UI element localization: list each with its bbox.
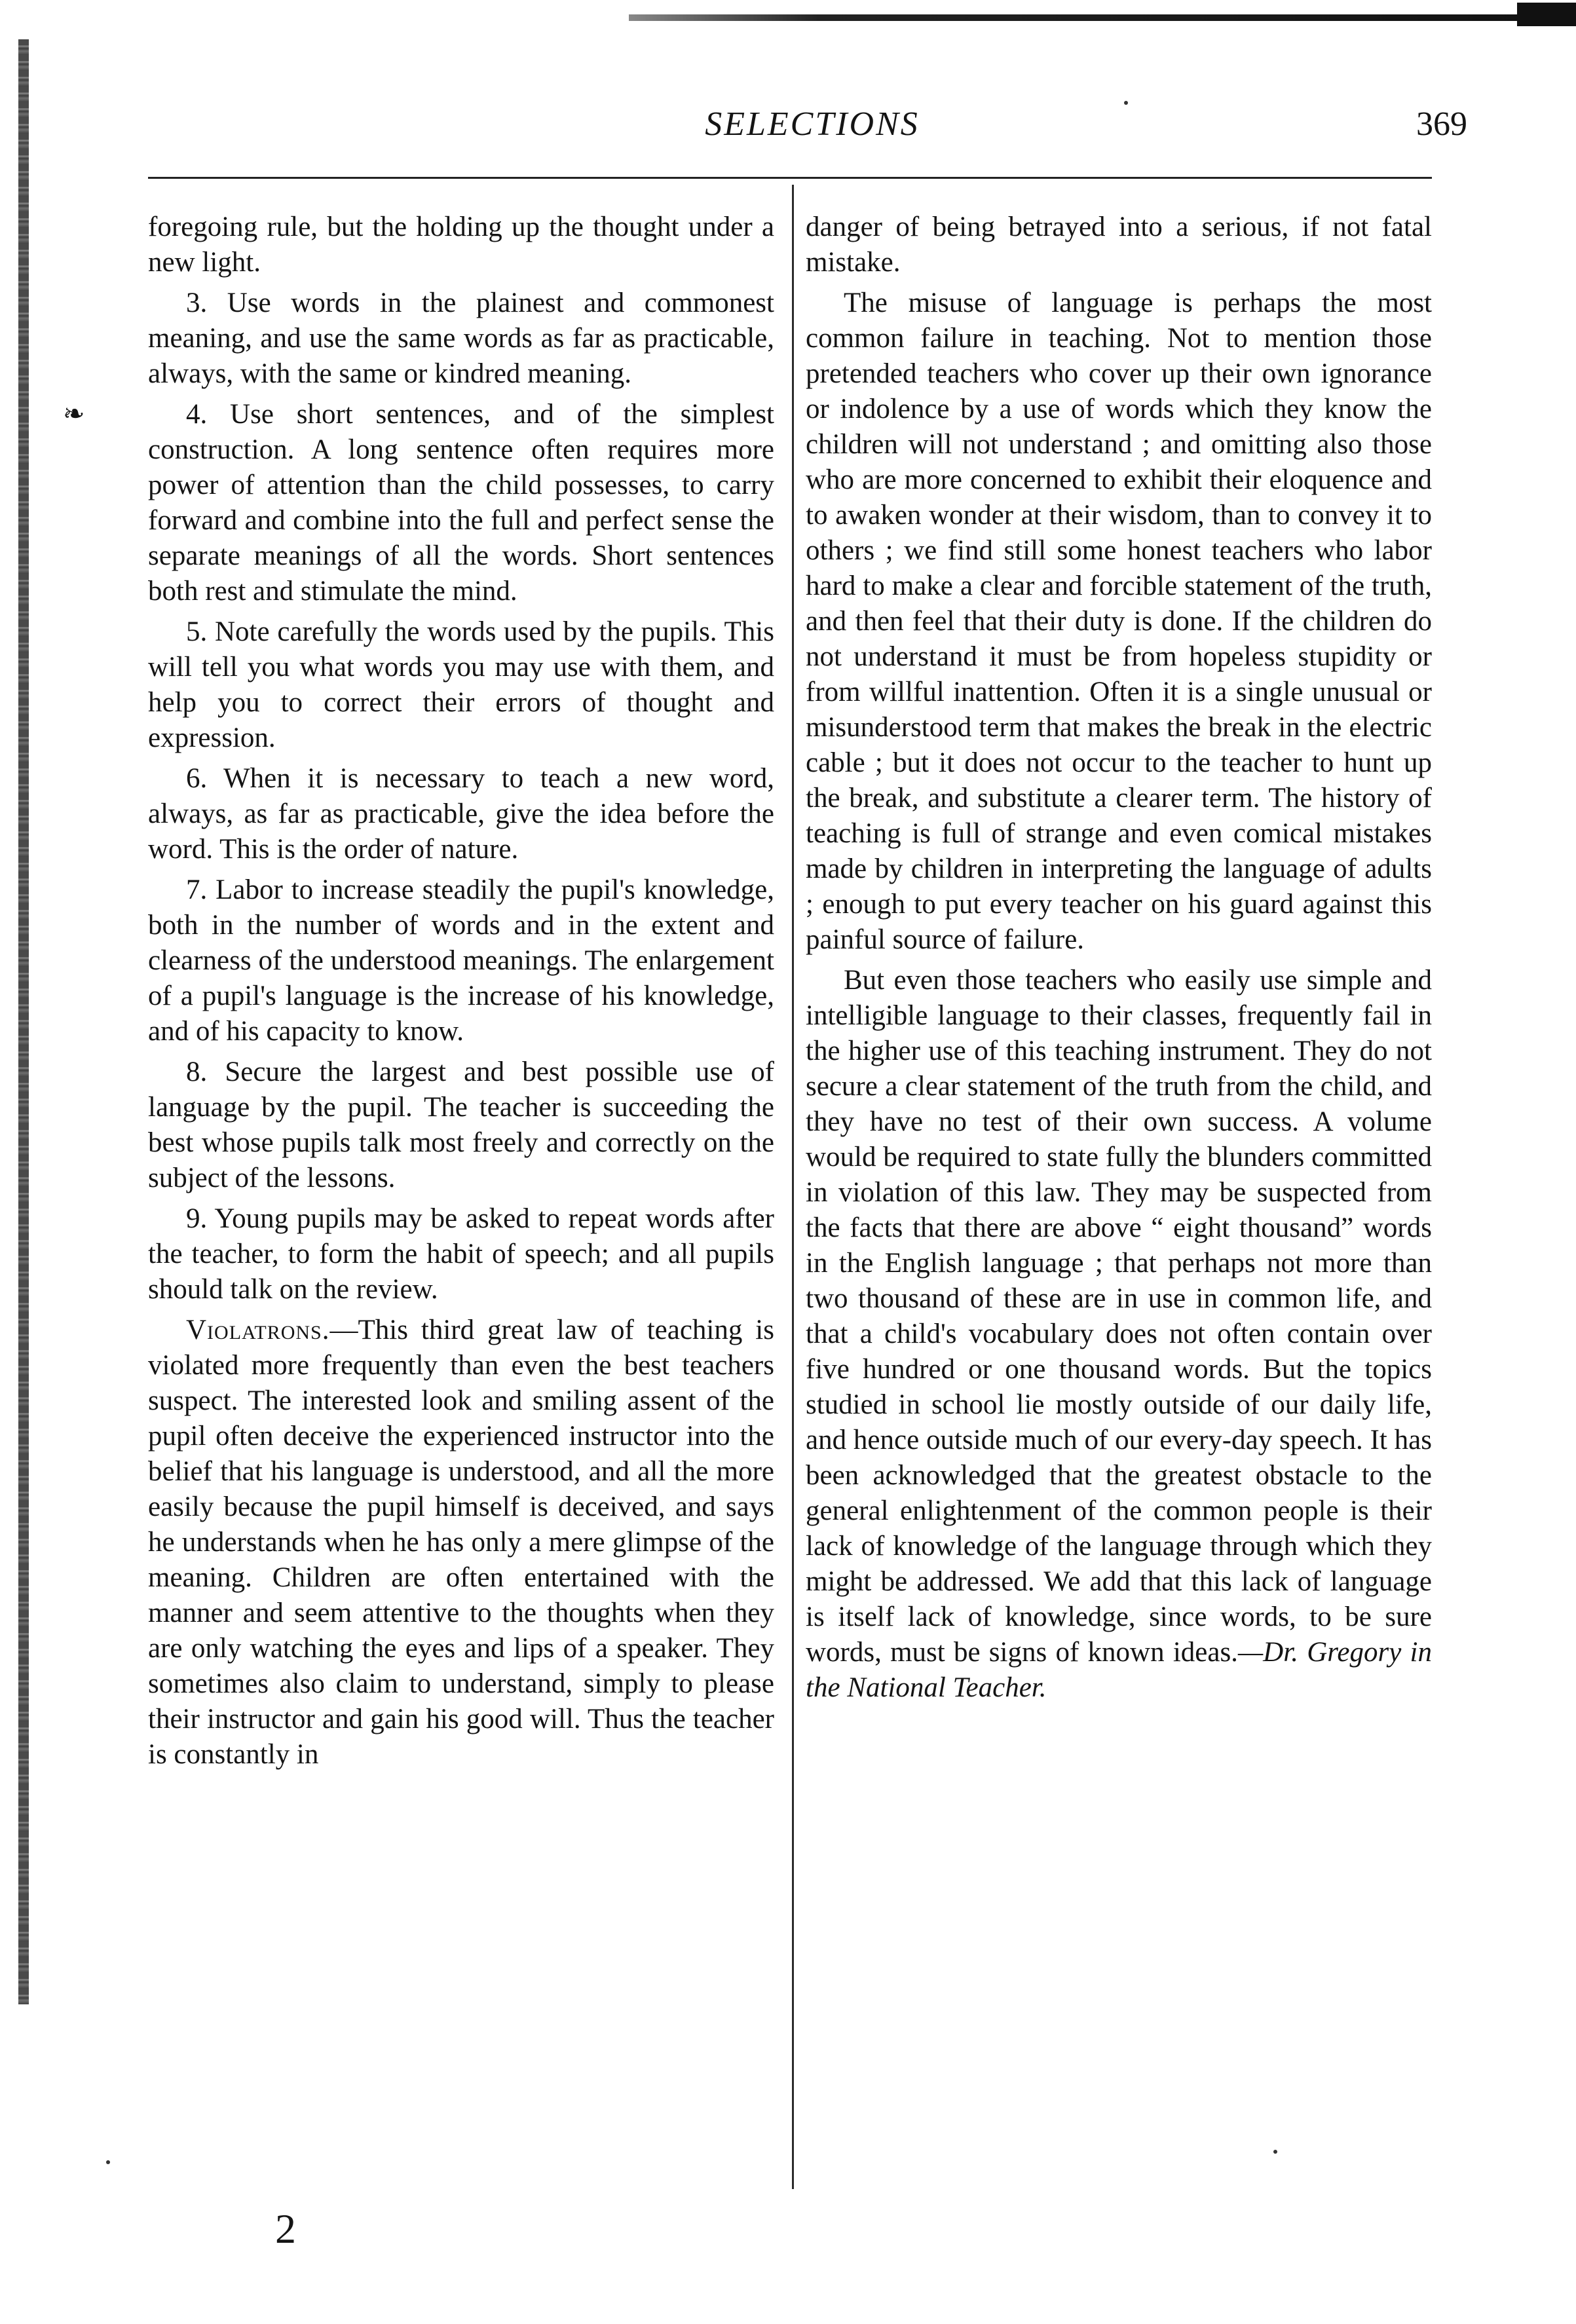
paragraph-text: But even those teachers who easily use simple and intelligible language to their classes, frequently fail in the higher use of this teaching instrument. They do not secure a clear statement of the truth from the child, and they have no test of their own success. A volume would be required to state fully the blunders committed in violation of this law. They may be suspected from the facts that there are above “ eight thousand” words in the English language ; that perhaps not more than two thousand of these are in use in common life, and that a child's vocabulary does not often contain over five hundred or one thousand words. But the topics studied in school lie mostly outside of our daily life, and hence outside much of our every-day speech. It has been acknowledged that the greatest obstacle to the general enlightenment of the common people is their lack of knowledge of the language through which they might be addressed. We add that this lack of language is itself lack of knowledge, since words, to be sure words, must be signs of known ideas. — [806, 965, 1432, 1668]
scan-edge-shadow — [18, 39, 29, 2004]
paragraph-text: —This third great law of teaching is violated more frequently than even the best teachers suspect. The interested look and smiling assent of the pupil often deceive the experienced instructor into the belief that his language is understood, and all the more easily because the pupil himself is deceived, and says he understands when he has only a mere glimpse of the meaning. Children are often entertained with the manner and seem attentive to the thoughts when they are only watching the eyes and lips of a speaker. They sometimes also claim to understand, simply to please their instructor and gain his good will. Thus the teacher is constantly in — [148, 1315, 774, 1770]
signature-mark: 2 — [275, 2205, 296, 2252]
top-rule-tail — [1517, 3, 1576, 26]
paragraph: foregoing rule, but the holding up the thought under a new light. — [148, 212, 774, 278]
page-number: 369 — [1416, 105, 1467, 143]
left-column — [148, 210, 774, 1778]
paragraph: 4. Use short sentences, and of the simplest construction. A long sentence often requires more power of attention than the child possesses, to carry forward and combine into the full and perfect sense the separate meanings of all the words. Short sentences both rest and stimulate the mind. — [148, 399, 774, 607]
paragraph: 3. Use words in the plainest and commonest meaning, and use the same words as far as practicable, always, with the same or kindred meaning. — [148, 288, 774, 389]
speck — [106, 2160, 110, 2164]
paragraph: 8. Secure the largest and best possible use of language by the pupil. The teacher is succeeding the best whose pupils talk most freely and correctly on the subject of the lessons. — [148, 1057, 774, 1193]
attribution: —Dr. Gregory in the National Teacher. — [806, 1637, 1432, 1703]
speck — [1273, 2150, 1277, 2154]
top-rule — [629, 14, 1576, 21]
paragraph: 6. When it is necessary to teach a new word, always, as far as practicable, give the idea before the word. This is the order of nature. — [148, 763, 774, 865]
paragraph — [806, 963, 1432, 1706]
margin-mark: ❧ — [63, 399, 85, 428]
section-lead: Violatrons. — [186, 1315, 330, 1345]
column-divider — [792, 185, 794, 2189]
paragraph: 7. Labor to increase steadily the pupil's knowledge, both in the number of words and in the extent and clearness of the understood meanings. The enlargement of a pupil's language is the increase of his knowledge, and of his capacity to know. — [148, 874, 774, 1047]
speck — [1124, 101, 1128, 105]
paragraph: danger of being betrayed into a serious, if not fatal mistake. — [806, 212, 1432, 278]
running-head: SELECTIONS — [705, 105, 920, 143]
right-column — [806, 210, 1432, 1711]
header-rule — [148, 177, 1432, 179]
paragraph-violations — [148, 1313, 774, 1772]
paragraph: 9. Young pupils may be asked to repeat words after the teacher, to form the habit of speech; and all pupils should talk on the review. — [148, 1203, 774, 1305]
paragraph: The misuse of language is perhaps the most common failure in teaching. Not to mention those pretended teachers who cover up their own ignorance or indolence by a use of words which they know the children will not understand ; and omitting also those who are more concerned to exhibit their eloquence and to awaken wonder at their wisdom, than to convey it to others ; we find still some honest teachers who labor hard to make a clear and forcible statement of the truth, and then feel that their duty is done. If the children do not understand it must be from hopeless stupidity or from willful inattention. Often it is a single unusual or misunderstood term that makes the break in the electric cable ; but it does not occur to the teacher to hunt up the break, and substitute a clearer term. The history of teaching is full of strange and even comical mistakes made by children in interpreting the language of adults ; enough to put every teacher on his guard against this painful source of failure. — [806, 288, 1432, 955]
paragraph: 5. Note carefully the words used by the pupils. This will tell you what words you may use with them, and help you to correct their errors of thought and expression. — [148, 616, 774, 753]
